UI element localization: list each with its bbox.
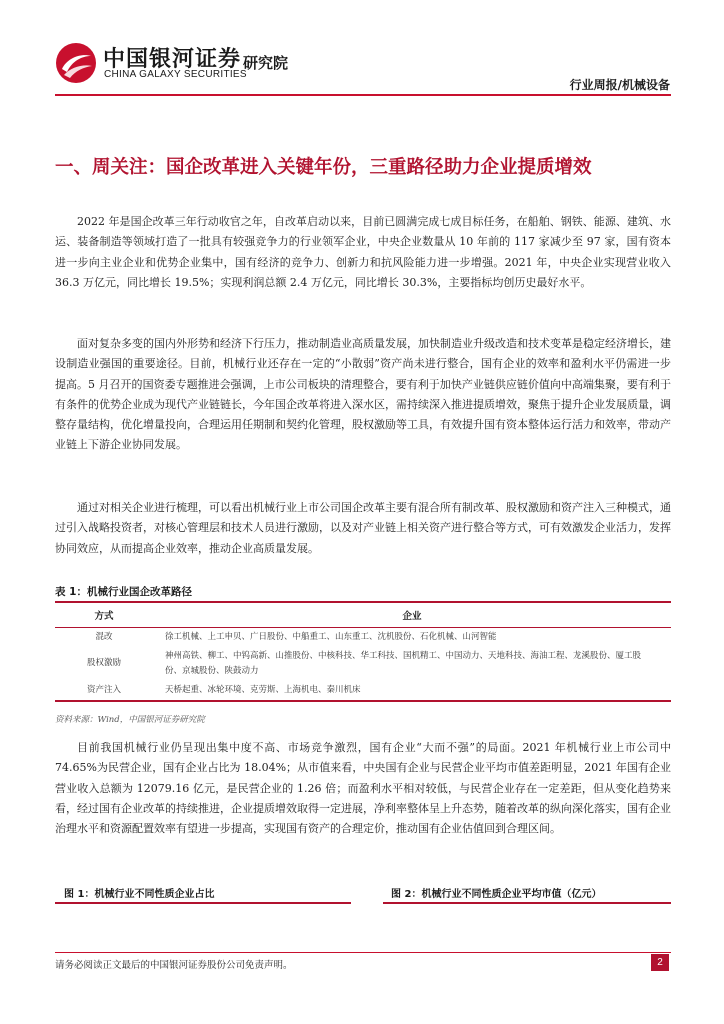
galaxy-logo-icon	[55, 42, 97, 84]
table-header-row	[55, 603, 671, 627]
table-cell-mode: 混改	[95, 631, 113, 642]
figure-2-divider	[383, 902, 671, 904]
company-name-en: CHINA GALAXY SECURITIES	[104, 69, 247, 80]
table-cell-companies: 神州高铁、柳工、中钨高新、山推股份、中核科技、华工科技、国机精工、中国动力、天地科技、海油工程、龙溪股份、厦工股份、京城股份、陕鼓动力	[165, 650, 642, 676]
page-number: 2	[651, 954, 669, 971]
reform-path-table	[55, 601, 671, 702]
body-paragraph: 通过对相关企业进行梳理，可以看出机械行业上市公司国企改革主要有混合所有制改革、股权激励和资产注入三种模式，通过引入战略投资者，对核心管理层和技术人员进行激励，以及对产业链上相关资产进行整合等方式，可有效激发企业活力，发挥协同效应，从而提高企业效率，推动企业高质量发展。	[55, 501, 671, 555]
institute-label: 研究院	[243, 54, 289, 72]
header-divider	[55, 94, 671, 96]
table-cell-mode: 股权激励	[86, 658, 121, 668]
figure-2-caption: 图 2：机械行业不同性质企业平均市值（亿元）	[391, 889, 602, 900]
company-name-cn: 中国银河证券	[103, 47, 242, 72]
section-title: 一、周关注：国企改革进入关键年份，三重路径助力企业提质增效	[55, 157, 592, 178]
report-type: 行业周报/机械设备	[569, 78, 670, 92]
table-row	[55, 627, 671, 647]
body-paragraph: 目前我国机械行业仍呈现出集中度不高、市场竞争激烈，国有企业“大而不强”的局面。2021 年机械行业上市公司中 74.65%为民营企业，国有企业占比为 18.04%；从市值来看，中央国有企业与民营企业平均市值差距明显，2021 年国有企业营业收入总额为 12079.16 亿元，是民营企业的 1.26 倍；而盈利水平相对较低，与民营企业存在一定差距，但从变化趋势来看，经过国有企业改革的持续推进，企业提质增效取得一定进展，净利率整体呈上升态势，随着改革的纵向深化落实，国有企业治理水平和资源配置效率有望进一步提高，实现国有资产的合理定价，推动国有企业估值回到合理区间。	[55, 741, 671, 836]
footer-disclaimer: 请务必阅读正文最后的中国银河证券股份公司免责声明。	[55, 960, 293, 971]
table-source: 资料来源：Wind，中国银河证券研究院	[55, 715, 205, 725]
table-header-mode: 方式	[55, 603, 153, 627]
table-cell-mode: 资产注入	[86, 684, 121, 695]
body-paragraph: 2022 年是国企改革三年行动收官之年，自改革启动以来，目前已圆满完成七成目标任务，在船舶、钢铁、能源、建筑、水运、装备制造等领域打造了一批具有较强竞争力的行业领军企业，中央企业数量从 10 年前的 117 家减少至 97 家，国有资本进一步向主业企业和优势企业集中，国有经济的竞争力、创新力和抗风险能力进一步增强。2021 年，中央企业实现营业收入 36.3 万亿元，同比增长 19.5%；实现利润总额 2.4 万亿元，同比增长 30.3%，主要指标均创历史最好水平。	[55, 215, 671, 289]
table-caption: 表 1：机械行业国企改革路径	[55, 586, 192, 598]
table-header-companies: 企业	[153, 603, 671, 627]
table-cell-companies: 徐工机械、上工申贝、广日股份、中船重工、山东重工、沈机股份、石化机械、山河智能	[165, 631, 497, 642]
footer-divider	[55, 952, 671, 953]
table-row	[55, 681, 671, 700]
body-paragraph: 面对复杂多变的国内外形势和经济下行压力，推动制造业高质量发展，加快制造业升级改造和技术变革是稳定经济增长，建设制造业强国的重要途径。目前，机械行业还存在一定的“小散弱”资产尚未进行整合，国有企业的效率和盈利水平仍需进一步提高。5 月召开的国资委专题推进会强调，上市公司板块的清理整合，要有利于加快产业链供应链价值向中高端集聚，要有利于有条件的优势企业成为现代产业链链长，今年国企改革将进入深水区，需持续深入推进提质增效，聚焦于提升企业发展质量，调整存量结构，优化增量投向，合理运用任期制和契约化管理，股权激励等工具，有效提升国有资本整体运行活力和效率，带动产业链上下游企业协同发展。	[55, 337, 671, 452]
figure-1-divider	[55, 902, 351, 904]
table-row	[55, 647, 671, 681]
table-cell-companies: 天桥起重、冰轮环境、克劳斯、上海机电、秦川机床	[165, 684, 361, 695]
figure-1-caption: 图 1：机械行业不同性质企业占比	[64, 889, 215, 900]
page-header	[0, 0, 724, 96]
